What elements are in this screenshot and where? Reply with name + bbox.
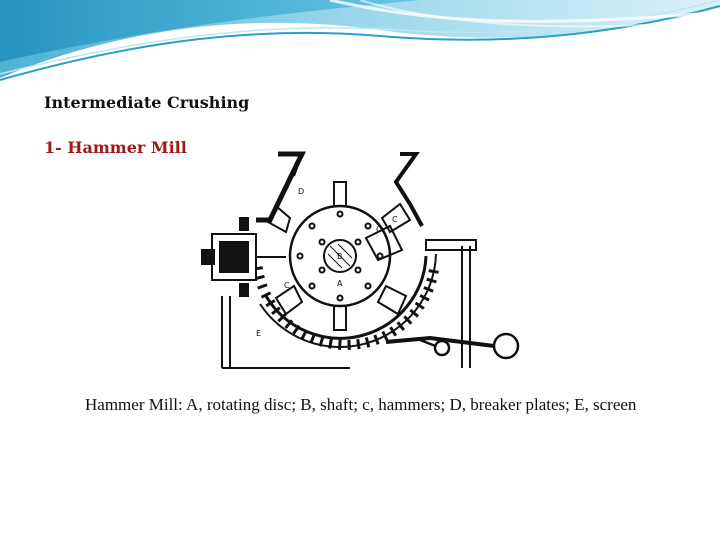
screen-tooth [258, 285, 267, 288]
label-b: B [337, 252, 343, 261]
slide-heading: Intermediate Crushing [44, 93, 250, 112]
header-wave-decoration [0, 0, 720, 90]
screen-tooth [424, 287, 433, 291]
label-d: D [298, 187, 305, 196]
screen-tooth [383, 331, 387, 340]
screen-tooth [339, 340, 340, 350]
caption-lead: Hammer Mill: [85, 395, 183, 414]
screen-tooth [420, 295, 429, 300]
label-a: A [337, 279, 343, 288]
label-c1: C [392, 215, 398, 224]
screen-tooth [262, 293, 271, 297]
label-e: E [256, 329, 262, 338]
screen-tooth [429, 271, 439, 273]
screen-tooth [366, 338, 368, 348]
label-c2: C [284, 281, 290, 290]
screen-tooth [375, 335, 378, 344]
slide-subheading: 1- Hammer Mill [44, 138, 187, 157]
screen-tooth [330, 339, 332, 349]
hammer-mill-diagram [190, 146, 530, 374]
screen-tooth [358, 339, 359, 349]
screen-tooth [302, 330, 307, 339]
label-c3: C [376, 225, 382, 234]
screen-tooth [311, 334, 315, 343]
screen-tooth [427, 279, 437, 282]
figure-caption [85, 394, 665, 416]
caption-text: A, rotating disc; B, shaft; c, hammers; D, breaker plates; E, screen [182, 395, 637, 414]
